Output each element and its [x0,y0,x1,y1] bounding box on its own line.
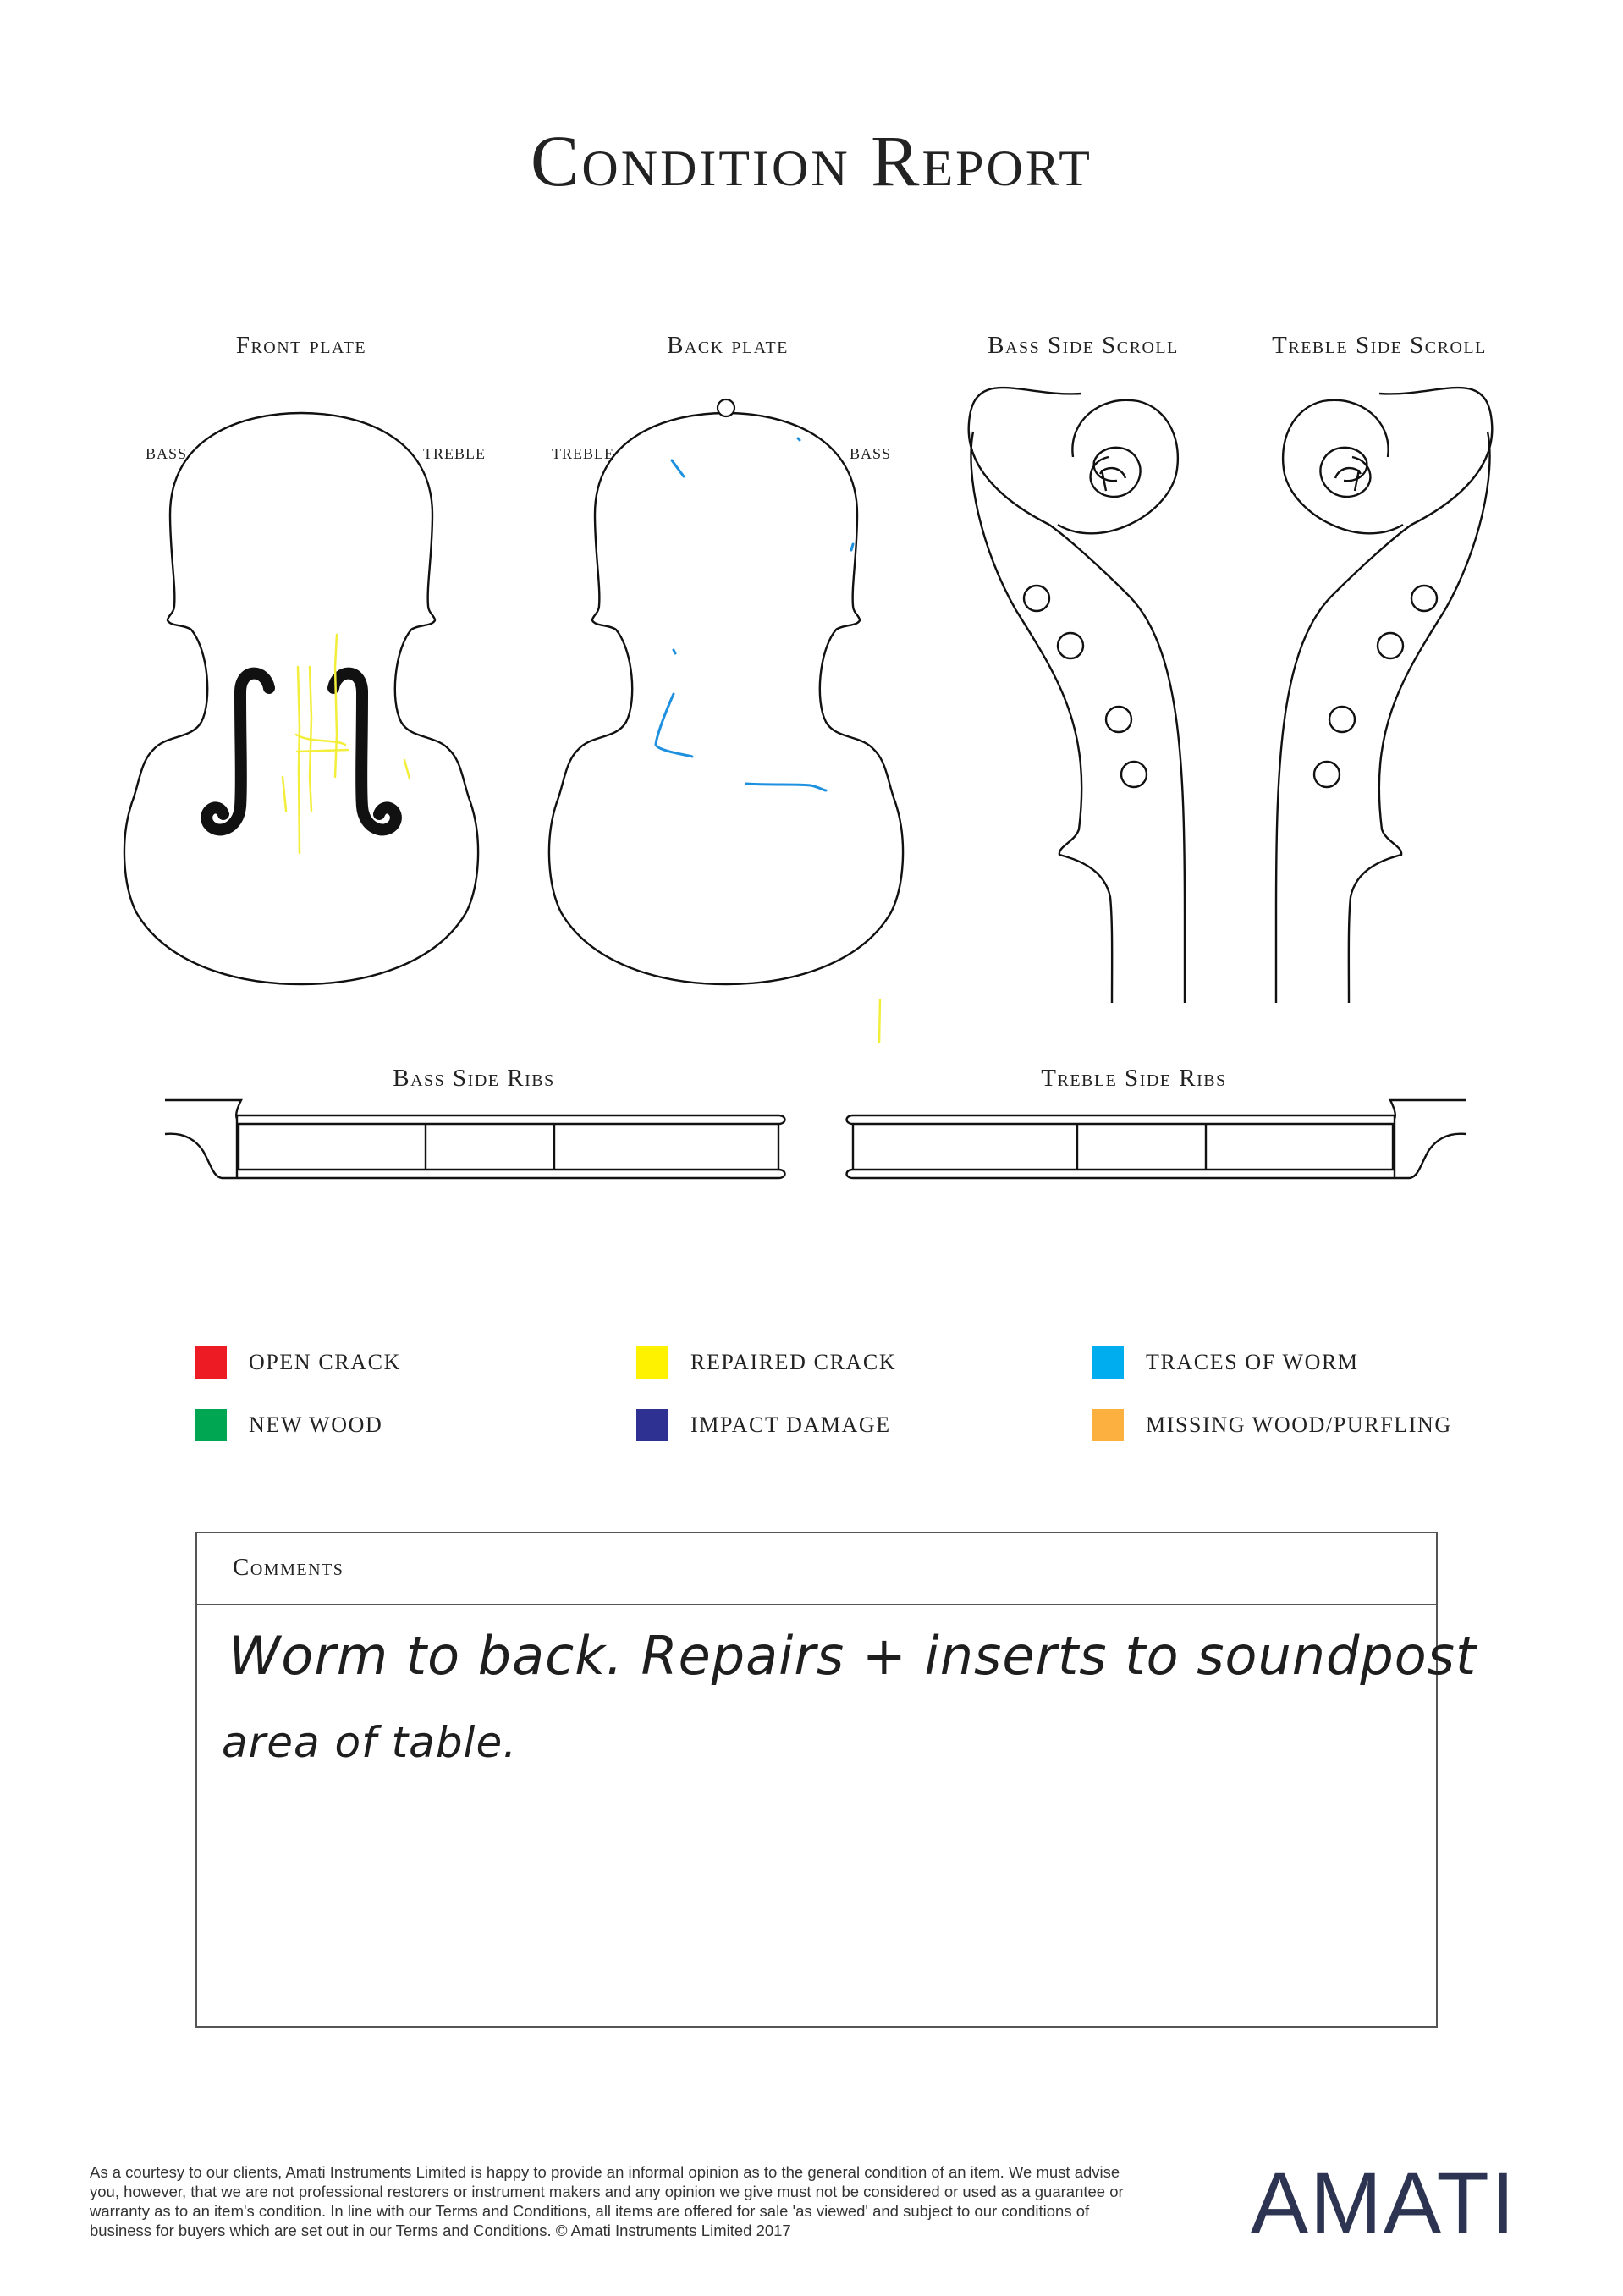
comments-heading: Comments [197,1533,1436,1605]
legend-item-impact-damage [636,1408,891,1442]
bass-side-ribs-drawing [165,1100,785,1178]
legend-item-traces-of-worm [1092,1346,1359,1379]
traces-of-worm-swatch [1092,1346,1124,1379]
back-bass-label: BASS [850,445,892,462]
front-bass-label: BASS [146,445,188,462]
page-title: Condition Report [531,120,1092,201]
front-plate-drawing [124,413,478,984]
legend-label: NEW WOOD [249,1412,383,1437]
back-plate-drawing [549,399,903,1043]
treble-side-ribs-label: Treble Side Ribs [1041,1065,1227,1092]
repaired-crack-swatch [636,1346,668,1379]
impact-damage-swatch [636,1409,668,1441]
back-button [718,399,734,416]
legend-label: OPEN CRACK [249,1350,401,1374]
treble-f-hole [333,674,396,830]
new-wood-swatch [195,1409,227,1441]
bass-side-scroll-label: Bass Side Scroll [988,332,1179,359]
open-crack-swatch [195,1346,227,1379]
legend-label: TRACES OF WORM [1146,1350,1359,1374]
repaired-crack-mark [879,999,880,1043]
comment-line-2: area of table. [222,1718,518,1767]
bass-f-hole [206,674,269,830]
comment-line-1: Worm to back. Repairs + inserts to soundpost [228,1625,1477,1687]
legend-label: REPAIRED CRACK [690,1350,897,1374]
treble-side-scroll-label: Treble Side Scroll [1272,332,1487,359]
legend-item-repaired-crack [636,1346,896,1379]
legend-item-missing-wood [1092,1408,1452,1442]
legend-item-open-crack [195,1346,401,1379]
front-treble-label: TREBLE [423,445,486,462]
amati-logo: AMATI [1251,2155,1517,2251]
treble-side-ribs-drawing [847,1100,1467,1178]
legend-item-new-wood [195,1408,382,1442]
bass-side-ribs-label: Bass Side Ribs [393,1065,555,1092]
legend-label: IMPACT DAMAGE [690,1412,891,1437]
treble-side-scroll-drawing [1276,388,1492,1003]
back-plate-label: Back plate [667,332,789,359]
disclaimer-text: As a courtesy to our clients, Amati Instruments Limited is happy to provide an informal opinion as to the general condition of an item. We must advise you, however, that we are not professional restorers or instrument makers and any opinion we give must not be considered or used as a guarantee or warranty as to an item's condition. In line with our Terms and Conditions, all items are offered for sale 'as viewed' and subject to our conditions of business for buyers which are set out in our Terms and Conditions. © Amati Instruments Limited 2017 [90,2163,1124,2239]
back-treble-label: TREBLE [552,445,614,462]
worm-trace-marks [656,438,853,790]
comments-box [195,1532,1438,2028]
bass-side-scroll-drawing [969,388,1185,1003]
legend-label: MISSING WOOD/PURFLING [1146,1412,1452,1437]
missing-wood-swatch [1092,1409,1124,1441]
front-plate-label: Front plate [235,332,367,359]
